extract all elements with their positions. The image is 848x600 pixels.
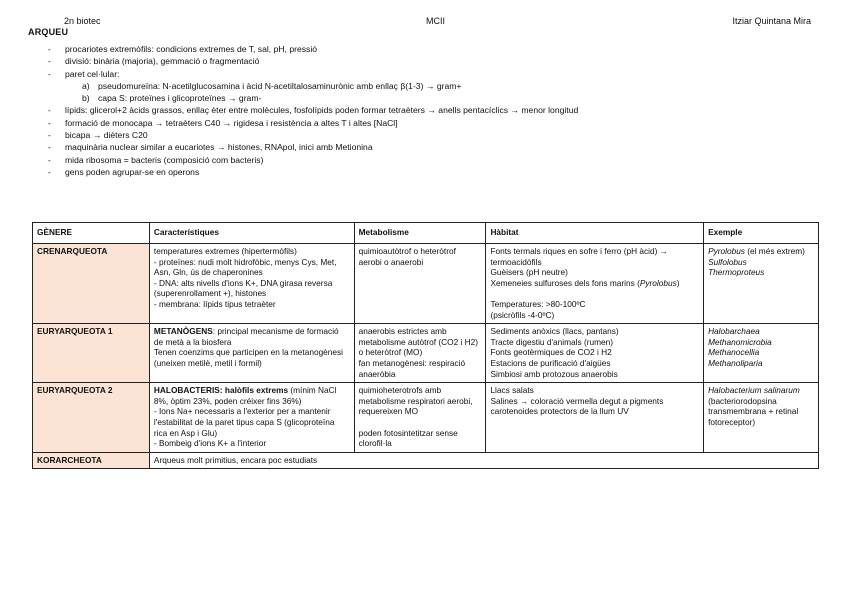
archaea-table [32, 222, 819, 469]
header-author: Itziar Quintana Mira [732, 16, 811, 26]
table-row [33, 324, 819, 383]
characteristics-cell: temperatures extremes (hipertermòfils) - proteïnes: nudi molt hidrofòbic, menys Cys, Met, Asn, Gln, ús de chaperonines - DNA: alts nivells d'ions K+, DNA girasa reversa (superenrollament +), histones - membrana: lípids tipus tetraèter [149, 244, 354, 324]
metabolism-cell: quimioautòtrof o heteròtrof aerobi o anaerobi [354, 244, 486, 324]
characteristics-cell: HALOBACTERIS: halòfils extrems (mínim NaCl 8%, òptim 23%, poden créixer fins 36%) - Ions Na+ necessaris a l'exterior per a mantenir l'estabilitat de la paret tipus capa S (glicoproteïna rica en Asp i Glu) - Bombeig d'ions K+ a l'interior [149, 383, 354, 453]
genus-cell: KORARCHEOTA [33, 452, 150, 469]
table-row [33, 244, 819, 324]
list-item: - gens poden agrupar-se en operons [48, 166, 200, 177]
header-exemple: Exemple [704, 223, 819, 244]
example-cell: Halobacterium salinarum (bacteriorodopsina transmembrana + retinal fotoreceptor) [704, 383, 819, 453]
sub-list-item: a) pseudomureïna: N-acetilglucosamina i àcid N-acetiltalosaminurònic amb enllaç β(1-3) → gram+ [82, 80, 462, 91]
table-header-row [33, 223, 819, 244]
genus-cell: EURYARQUEOTA 2 [33, 383, 150, 453]
habitat-cell: Llacs salats Salines → coloració vermella degut a pigments carotenoides protectors de la llum UV [486, 383, 704, 453]
habitat-cell: Sediments anòxics (llacs, pantans) Tracte digestiu d'animals (rumen) Fonts geotèrmiques de CO2 i H2 Estacions de purificació d'aigües Simbiosi amb protozous anaerobis [486, 324, 704, 383]
list-item: - procariotes extremòfils: condicions extremes de T, sal, pH, pressió [48, 44, 318, 54]
list-item: - maquinària nuclear similar a eucariotes → histones, RNApol, inici amb Metionina [48, 142, 373, 153]
description-cell: Arqueus molt primitius, encara poc estudiats [149, 452, 818, 469]
header-metabolisme: Metabolisme [354, 223, 486, 244]
metabolism-cell: anaerobis estrictes amb metabolisme autòtrof (CO2 i H2) o heteròtrof (MO) fan metanogènesi: respiració anaeròbia [354, 324, 486, 383]
list-item: - lípids: glicerol+2 àcids grassos, enllaç èter entre molècules, fosfolípids poden formar tetraèters → anells pentacíclics → menor longitud [48, 105, 579, 116]
table-row [33, 383, 819, 453]
sub-list-item: b) capa S: proteïnes i glicoproteïnes → gram- [82, 93, 262, 104]
header-course: 2n biotec [64, 16, 101, 26]
header-caracteristiques: Característiques [149, 223, 354, 244]
genus-cell: EURYARQUEOTA 1 [33, 324, 150, 383]
list-item: - divisió: binària (majoria), gemmació o fragmentació [48, 56, 260, 67]
page-title: ARQUEU [28, 27, 69, 37]
characteristics-cell: METANÒGENS: principal mecanisme de formació de metà a la biosfera Tenen coenzims que participen en la metanogènesi (uneixen metilè, metil i formil) [149, 324, 354, 383]
example-cell: Pyrolobus (el més extrem) Sulfolobus Thermoproteus [704, 244, 819, 324]
table-row [33, 452, 819, 469]
example-cell: Halobarchaea Methanomicrobia Methanocellia Methanoliparia [704, 324, 819, 383]
header-genere: GÈNERE [33, 223, 150, 244]
list-item: - formació de monocapa → tetraèters C40 → rigidesa i resistència a altes T i altes [NaCl] [48, 117, 398, 128]
list-item: - bicapa → dièters C20 [48, 130, 148, 141]
header-subject: MCII [426, 16, 445, 26]
list-item: - mida ribosoma = bacteris (composició com bacteris) [48, 154, 264, 165]
metabolism-cell: quimioheterotrofs amb metabolisme respiratori aerobi, requereixen MO poden fotosintetitzar sense clorofil·la [354, 383, 486, 453]
habitat-cell: Fonts termals riques en sofre i ferro (pH àcid) → termoacidòfils Guèisers (pH neutre) Xemeneies sulfuroses dels fons marins (Pyrolobus) Temperatures: >80-100ºC (psicròfils -4-0ºC) [486, 244, 704, 324]
list-item: - paret cel·lular: [48, 68, 120, 79]
header-habitat: Hàbitat [486, 223, 704, 244]
bullet-list [48, 43, 578, 178]
genus-cell: CRENARQUEOTA [33, 244, 150, 324]
